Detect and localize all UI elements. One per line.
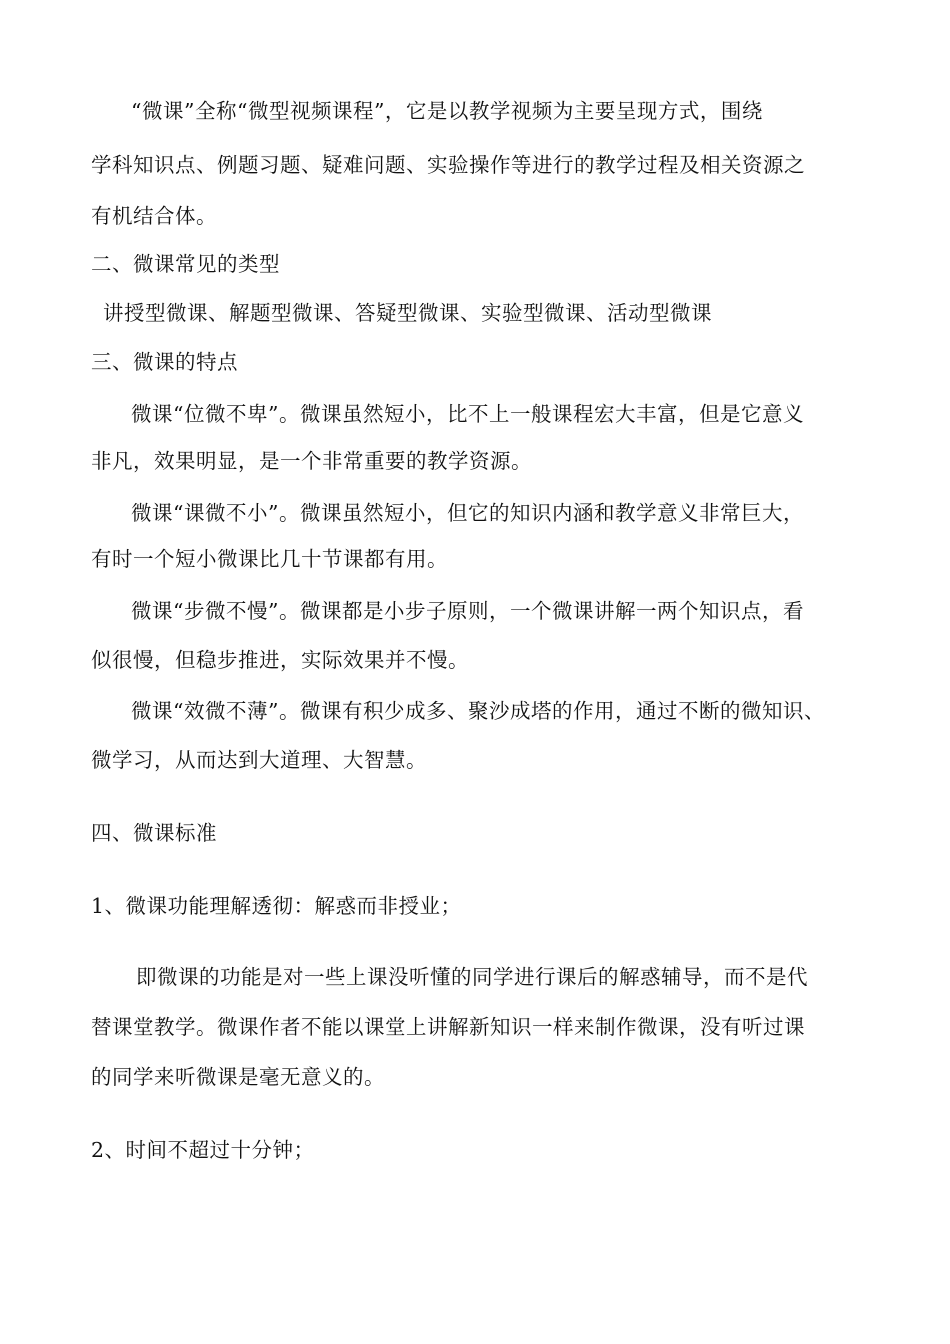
section-2-heading: 二、微课常见的类型 <box>91 252 280 276</box>
intro-line-2: 学科知识点、例题习题、疑难问题、实验操作等进行的教学过程及相关资源之 <box>91 153 805 177</box>
feature-3-line-1: 微课“步微不慢”。微课都是小步子原则，一个微课讲解一两个知识点，看 <box>131 599 804 623</box>
standard-2-title: 2、时间不超过十分钟； <box>91 1138 315 1162</box>
feature-1-line-2: 非凡，效果明显，是一个非常重要的教学资源。 <box>91 449 532 473</box>
standard-1-title: 1、微课功能理解透彻：解惑而非授业； <box>91 894 462 918</box>
feature-2-line-2: 有时一个短小微课比几十节课都有用。 <box>91 547 448 571</box>
standard-1-line-1: 即微课的功能是对一些上课没听懂的同学进行课后的解惑辅导，而不是代 <box>136 965 808 989</box>
feature-3-line-2: 似很慢，但稳步推进，实际效果并不慢。 <box>91 648 469 672</box>
section-4-heading: 四、微课标准 <box>91 821 217 845</box>
standard-1-line-2: 替课堂教学。微课作者不能以课堂上讲解新知识一样来制作微课，没有听过课 <box>91 1015 805 1039</box>
standard-1-line-3: 的同学来听微课是毫无意义的。 <box>91 1065 385 1089</box>
feature-2-line-1: 微课“课微不小”。微课虽然短小，但它的知识内涵和教学意义非常巨大， <box>131 501 804 525</box>
feature-4-line-2: 微学习，从而达到大道理、大智慧。 <box>91 748 427 772</box>
feature-4-line-1: 微课“效微不薄”。微课有积少成多、聚沙成塔的作用，通过不断的微知识、 <box>131 699 825 723</box>
feature-1-line-1: 微课“位微不卑”。微课虽然短小，比不上一般课程宏大丰富，但是它意义 <box>131 402 804 426</box>
intro-line-3: 有机结合体。 <box>91 204 217 228</box>
intro-line-1: “微课”全称“微型视频课程”，它是以教学视频为主要呈现方式，围绕 <box>131 99 763 123</box>
course-types-line: 讲授型微课、解题型微课、答疑型微课、实验型微课、活动型微课 <box>103 301 712 325</box>
section-3-heading: 三、微课的特点 <box>91 350 238 374</box>
